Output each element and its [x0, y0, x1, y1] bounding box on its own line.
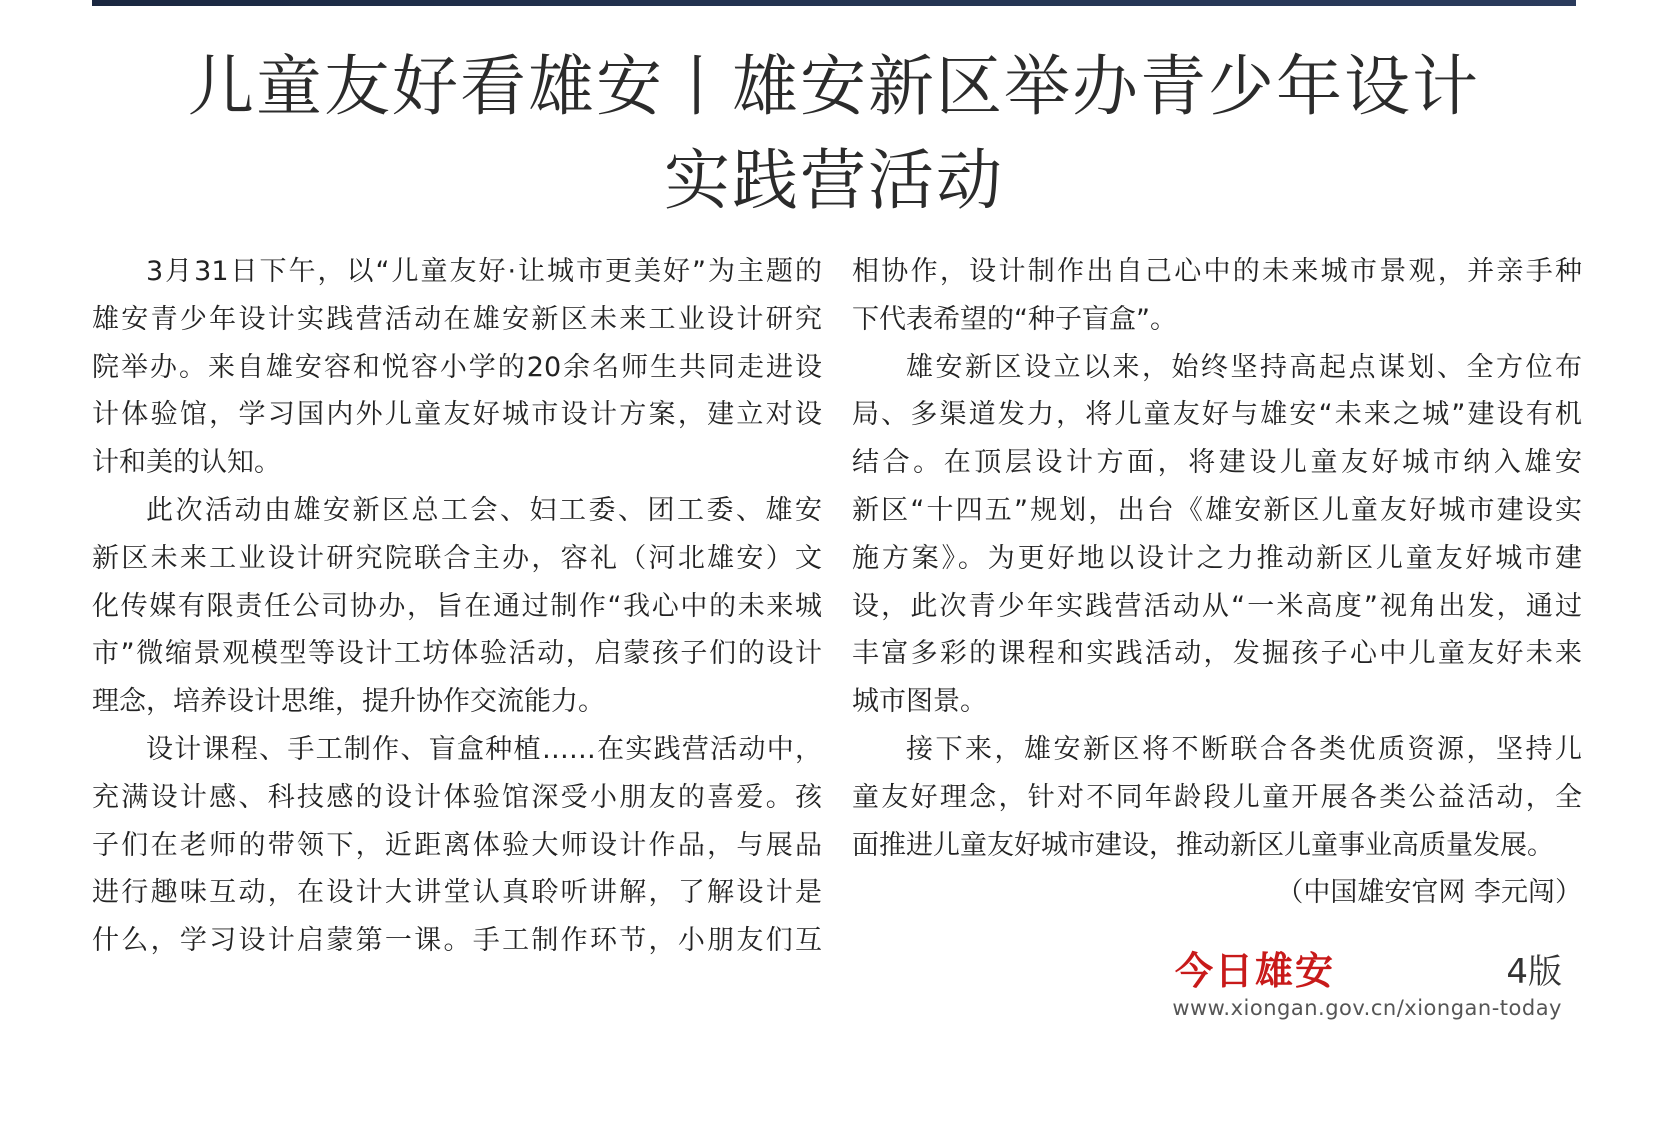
newspaper-logo: 今日雄安	[1175, 948, 1336, 993]
text-line: 市”微缩景观模型等设计工坊体验活动，启蒙孩子们的设计	[92, 638, 822, 670]
text-line: 局、多渠道发力，将儿童友好与雄安“未来之城”建设有机	[852, 399, 1582, 431]
text-line: 子们在老师的带领下，近距离体验大师设计作品，与展品	[92, 829, 822, 861]
text-line: 3月31日下午，以“儿童友好·让城市更美好”为主题的	[146, 256, 822, 287]
text-line: 雄安青少年设计实践营活动在雄安新区未来工业设计研究	[92, 303, 822, 335]
text-line: 结合。在顶层设计方面，将建设儿童友好城市纳入雄安	[852, 447, 1582, 479]
article-column-left	[92, 248, 822, 965]
top-rule	[92, 0, 1576, 6]
text-line: 新区未来工业设计研究院联合主办，容礼（河北雄安）文	[92, 542, 822, 574]
text-line: 接下来，雄安新区将不断联合各类优质资源，坚持儿	[906, 733, 1582, 765]
text-line: 什么，学习设计启蒙第一课。手工制作环节，小朋友们互	[92, 925, 822, 957]
text-line: 施方案》。为更好地以设计之力推动新区儿童友好城市建	[852, 542, 1582, 574]
article-title-line-2: 实践营活动	[664, 142, 1004, 219]
text-line: 理念，培养设计思维，提升协作交流能力。	[92, 686, 605, 718]
text-line: 化传媒有限责任公司协办，旨在通过制作“我心中的未来城	[92, 590, 822, 622]
text-line: 新区“十四五”规划，出台《雄安新区儿童友好城市建设实	[852, 494, 1582, 526]
text-line: 院举办。来自雄安容和悦容小学的20余名师生共同走进设	[92, 351, 822, 383]
text-line: 丰富多彩的课程和实践活动，发掘孩子心中儿童友好未来	[852, 638, 1582, 670]
article-title	[92, 40, 1576, 228]
text-line: 进行趣味互动，在设计大讲堂认真聆听讲解，了解设计是	[92, 877, 822, 909]
page-number: 4版	[1506, 952, 1562, 992]
text-line: 雄安新区设立以来，始终坚持高起点谋划、全方位布	[906, 351, 1582, 383]
text-line: 计和美的认知。	[92, 447, 281, 479]
text-line: 城市图景。	[852, 686, 987, 718]
text-line: 计体验馆，学习国内外儿童友好城市设计方案，建立对设	[92, 399, 822, 431]
text-line: 充满设计感、科技感的设计体验馆深受小朋友的喜爱。孩	[92, 781, 822, 813]
article-column-right	[852, 248, 1582, 917]
article-credit: （中国雄安官网 李元闯）	[1276, 877, 1582, 909]
footer-url[interactable]: www.xiongan.gov.cn/xiongan-today	[1172, 996, 1562, 1020]
text-line: 此次活动由雄安新区总工会、妇工委、团工委、雄安	[146, 494, 822, 526]
text-line: 童友好理念，针对不同年龄段儿童开展各类公益活动，全	[852, 781, 1582, 813]
article-title-line-1: 儿童友好看雄安丨雄安新区举办青少年设计	[188, 48, 1480, 125]
text-line: 设计课程、手工制作、盲盒种植……在实践营活动中，	[146, 733, 822, 765]
text-line: 设，此次青少年实践营活动从“一米高度”视角出发，通过	[852, 590, 1582, 622]
text-line: 面推进儿童友好城市建设，推动新区儿童事业高质量发展。	[852, 829, 1554, 861]
text-line: 下代表希望的“种子盲盒”。	[852, 303, 1177, 335]
text-line: 相协作，设计制作出自己心中的未来城市景观，并亲手种	[852, 256, 1582, 287]
